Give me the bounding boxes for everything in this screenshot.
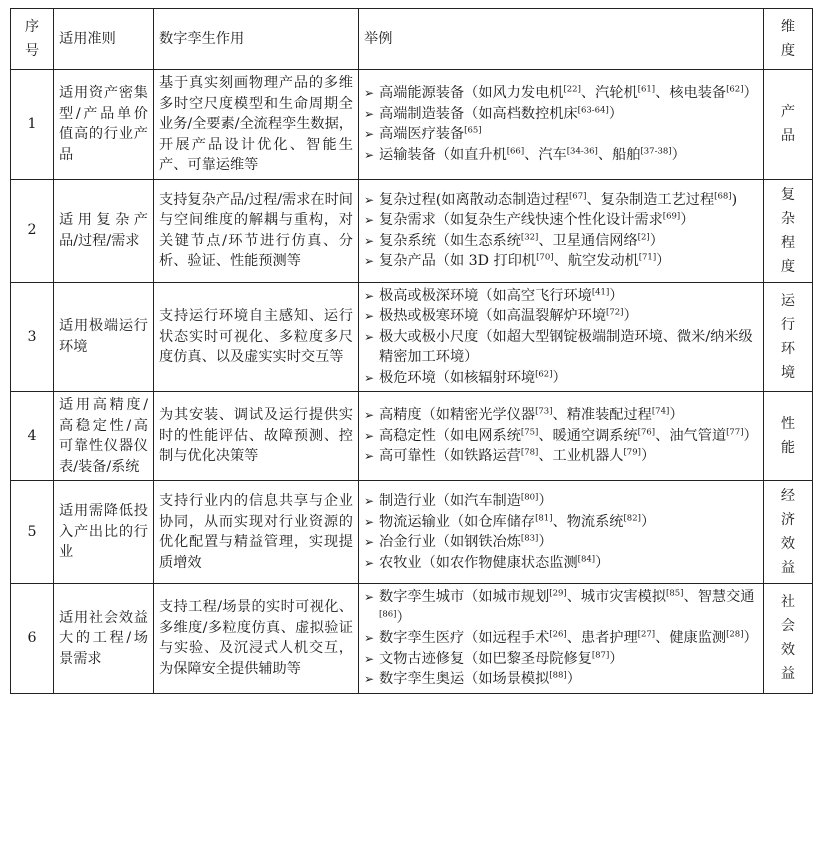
twin-role: 基于真实刻画物理产品的多维多时空尺度模型和生命周期全业务/全要素/全流程孪生数据，开展产品设计优化、智能生产、可靠运维等: [154, 70, 359, 180]
example-text: 、汽车: [524, 146, 567, 163]
applicable-principle: 适用极端运行环境: [54, 282, 154, 392]
example-list: [364, 491, 758, 573]
citation-ref: [69]: [662, 211, 681, 222]
examples-cell: [359, 282, 764, 392]
citation-ref: [66]: [506, 146, 525, 157]
example-text: 、船舶: [597, 146, 641, 163]
example-text: 复杂系统（如生态系统: [379, 232, 521, 249]
example-list: [364, 190, 758, 272]
header-role: 数字孪生作用: [154, 9, 359, 70]
twin-role: 支持行业内的信息共享与企业协同，从而实现对行业资源的优化配置与精益管理，实现提质增效: [154, 481, 359, 584]
citation-ref: [80]: [520, 492, 539, 503]
dimension-label: 产品: [780, 104, 796, 145]
example-text: 高精度（如精密光学仪器: [379, 407, 536, 424]
example-item: [364, 512, 758, 533]
example-text: ）: [396, 609, 411, 626]
header-dimension: 维度: [764, 9, 813, 70]
citation-ref: [78]: [520, 447, 539, 458]
example-text: ）: [743, 630, 758, 646]
example-text: 高可靠性（如铁路运营: [379, 448, 521, 465]
row-number: 2: [11, 179, 54, 282]
example-text: 、油气管道: [655, 427, 727, 444]
citation-ref: [71]: [638, 252, 657, 263]
applicable-principle: 适用社会效益大的工程/场景需求: [54, 584, 154, 694]
twin-role: 为其安装、调试及运行提供实时的性能评估、故障预测、控制与优化决策等: [154, 392, 359, 481]
table-row: [11, 179, 813, 282]
example-item: [364, 649, 758, 670]
citation-ref: [22]: [563, 84, 581, 95]
table-row: [11, 70, 813, 180]
dimension: [764, 481, 813, 584]
examples-cell: [359, 179, 764, 282]
example-item: [364, 532, 758, 553]
example-text: ）: [538, 534, 553, 550]
table-header-row: [11, 9, 813, 70]
citation-ref: [73]: [535, 406, 553, 417]
citation-ref: [63-64]: [577, 105, 609, 116]
citation-ref: [76]: [637, 427, 656, 438]
example-text: 、健康监测: [655, 630, 727, 646]
dimension: [764, 584, 813, 694]
row-number: 1: [11, 70, 54, 180]
examples-cell: [359, 392, 764, 481]
table-row: [11, 481, 813, 584]
dimension: [764, 282, 813, 392]
example-text: 极热或极寒环境（如高温裂解炉环境: [379, 308, 607, 324]
example-text: 极高或极深环境（如高空飞行环境: [379, 287, 592, 304]
example-text: ）: [595, 554, 610, 571]
example-item: [364, 587, 758, 628]
example-item: [364, 368, 758, 389]
example-text: ）: [743, 427, 758, 444]
citation-ref: [70]: [536, 252, 554, 263]
example-item: [364, 628, 758, 649]
example-text: ）: [552, 369, 567, 386]
citation-ref: [34-36]: [566, 146, 598, 157]
example-item: [364, 491, 758, 512]
example-text: ）: [656, 253, 671, 269]
examples-cell: [359, 481, 764, 584]
example-text: 农牧业（如农作物健康状态监测: [379, 554, 578, 571]
row-number: 4: [11, 392, 54, 481]
row-number: 3: [11, 282, 54, 392]
dimension-label: 性能: [780, 416, 796, 456]
example-text: 、智慧交通: [683, 589, 755, 605]
example-text: ）: [608, 105, 623, 122]
dimension: [764, 392, 813, 481]
table-row: [11, 392, 813, 481]
citation-ref: [84]: [577, 553, 596, 564]
example-text: ）: [743, 85, 758, 102]
citation-ref: [29]: [549, 588, 567, 599]
example-text: ）: [566, 671, 581, 687]
citation-ref: [67]: [568, 190, 587, 201]
citation-ref: [79]: [623, 447, 641, 458]
example-item: [364, 426, 758, 447]
dimension: [764, 179, 813, 282]
example-text: 运输装备（如直升机: [379, 146, 507, 163]
example-list: [364, 405, 758, 467]
example-item: [364, 306, 758, 327]
example-text: 、核电装备: [655, 85, 727, 102]
applicable-principle: 适用复杂产品/过程/需求: [54, 179, 154, 282]
example-list: [364, 83, 758, 165]
example-text: 物流运输业（如仓库储存: [379, 513, 536, 530]
citation-ref: [28]: [726, 629, 744, 640]
example-text: 、卫星通信网络: [538, 232, 638, 249]
example-text: ）: [640, 513, 656, 530]
header-examples: 举例: [359, 9, 764, 70]
citation-ref: [75]: [520, 427, 539, 438]
example-text: 、物流系统: [552, 513, 624, 530]
example-text: 数字孪生医疗（如远程手术: [379, 630, 550, 646]
citation-ref: [86]: [379, 608, 397, 619]
example-item: [364, 553, 758, 574]
example-item: [364, 669, 758, 690]
citation-ref: [77]: [726, 427, 744, 438]
dimension-label: 复杂程度: [780, 186, 796, 275]
example-text: 制造行业（如汽车制造: [379, 493, 521, 509]
table-row: [11, 282, 813, 392]
citation-ref: [68]: [714, 190, 732, 201]
example-text: 冶金行业（如钢铁冶炼: [379, 534, 521, 550]
example-text: 、汽轮机: [580, 85, 638, 102]
twin-role: 支持工程/场景的实时可视化、多维度/多粒度仿真、虚拟验证与实验、及沉浸式人机交互，为保障安全提供辅助等: [154, 584, 359, 694]
example-text: 数字孪生城市（如城市规划: [379, 589, 550, 605]
example-text: 复杂需求（如复杂生产线快速个性化设计需求: [379, 212, 663, 228]
example-text: ): [731, 191, 738, 208]
dimension-label: 社会效益: [780, 594, 796, 683]
examples-cell: [359, 584, 764, 694]
example-text: ）: [609, 287, 624, 304]
example-text: ）: [669, 407, 684, 424]
example-item: [364, 231, 758, 252]
citation-ref: [37-38]: [640, 146, 672, 157]
example-text: ）: [640, 448, 656, 465]
applicable-principle: 适用资产密集型/产品单价值高的行业产品: [54, 70, 154, 180]
example-text: 、城市灾害模拟: [566, 589, 667, 605]
example-item: [364, 210, 758, 231]
example-text: 复杂过程(如离散动态制造过程: [379, 191, 569, 208]
citation-ref: [83]: [520, 533, 539, 544]
example-item: [364, 446, 758, 467]
examples-cell: [359, 70, 764, 180]
example-text: 、航空发动机: [553, 253, 639, 269]
citation-ref: [2]: [637, 231, 650, 242]
example-text: ）: [538, 493, 553, 509]
example-text: 高端医疗装备: [379, 126, 465, 143]
example-text: 极危环境（如核辐射环境: [379, 369, 536, 386]
citation-ref: [72]: [606, 307, 624, 318]
example-item: [364, 190, 758, 211]
table-row: [11, 584, 813, 694]
citation-ref: [32]: [520, 231, 539, 242]
example-text: 、精准装配过程: [552, 407, 652, 424]
example-item: [364, 104, 758, 125]
example-item: [364, 145, 758, 166]
citation-ref: [27]: [637, 629, 656, 640]
citation-ref: [62]: [535, 368, 553, 379]
example-text: 极大或极小尺度（如超大型钢锭极端制造环境、微米/纳米级精密加工环境）: [379, 328, 753, 365]
dimension-label: 运行环境: [780, 292, 796, 381]
citation-ref: [85]: [666, 588, 684, 599]
row-number: 6: [11, 584, 54, 694]
citation-ref: [87]: [591, 649, 610, 660]
citation-ref: [61]: [637, 84, 656, 95]
example-text: 、工业机器人: [538, 448, 624, 465]
digital-twin-applicability-table: [10, 8, 813, 694]
example-text: 、暖通空调系统: [538, 427, 638, 444]
example-item: [364, 83, 758, 104]
twin-role: 支持复杂产品/过程/需求在时间与空间维度的解耦与重构，对关键节点/环节进行仿真、分析、验证、性能预测等: [154, 179, 359, 282]
example-text: 复杂产品（如 3D 打印机: [379, 253, 537, 269]
citation-ref: [81]: [535, 512, 553, 523]
citation-ref: [26]: [549, 629, 567, 640]
example-text: 高端能源装备（如风力发电机: [379, 85, 564, 102]
row-number: 5: [11, 481, 54, 584]
dimension-label: 经济效益: [780, 488, 796, 576]
example-text: 数字孪生奥运（如场景模拟: [379, 671, 550, 687]
example-text: 、患者护理: [566, 630, 638, 646]
example-item: [364, 327, 758, 368]
example-item: [364, 405, 758, 426]
header-principle: 适用准则: [54, 9, 154, 70]
header-no: 序号: [11, 9, 54, 70]
example-text: ）: [649, 232, 664, 249]
example-text: 高端制造装备（如高档数控机床: [379, 105, 578, 122]
example-list: [364, 286, 758, 389]
table-body: [11, 70, 813, 694]
applicable-principle: 适用高精度/高稳定性/高可靠性仪器仪表/装备/系统: [54, 392, 154, 481]
example-text: ）: [609, 650, 624, 667]
example-text: ）: [671, 146, 686, 163]
applicable-principle: 适用需降低投入产出比的行业: [54, 481, 154, 584]
example-item: [364, 286, 758, 307]
example-text: 、复杂制造工艺过程: [586, 191, 715, 208]
example-text: 文物古迹修复（如巴黎圣母院修复: [379, 650, 592, 667]
example-text: ）: [623, 308, 638, 324]
citation-ref: [62]: [726, 84, 744, 95]
citation-ref: [41]: [591, 286, 610, 297]
example-item: [364, 124, 758, 145]
example-item: [364, 251, 758, 272]
example-list: [364, 587, 758, 690]
citation-ref: [82]: [623, 512, 641, 523]
example-text: 高稳定性（如电网系统: [379, 427, 521, 444]
example-text: ）: [680, 212, 695, 228]
twin-role: 支持运行环境自主感知、运行状态实时可视化、多粒度多尺度仿真、以及虚实实时交互等: [154, 282, 359, 392]
citation-ref: [88]: [549, 670, 567, 681]
citation-ref: [74]: [651, 406, 670, 417]
citation-ref: [65]: [464, 125, 482, 136]
dimension: [764, 70, 813, 180]
